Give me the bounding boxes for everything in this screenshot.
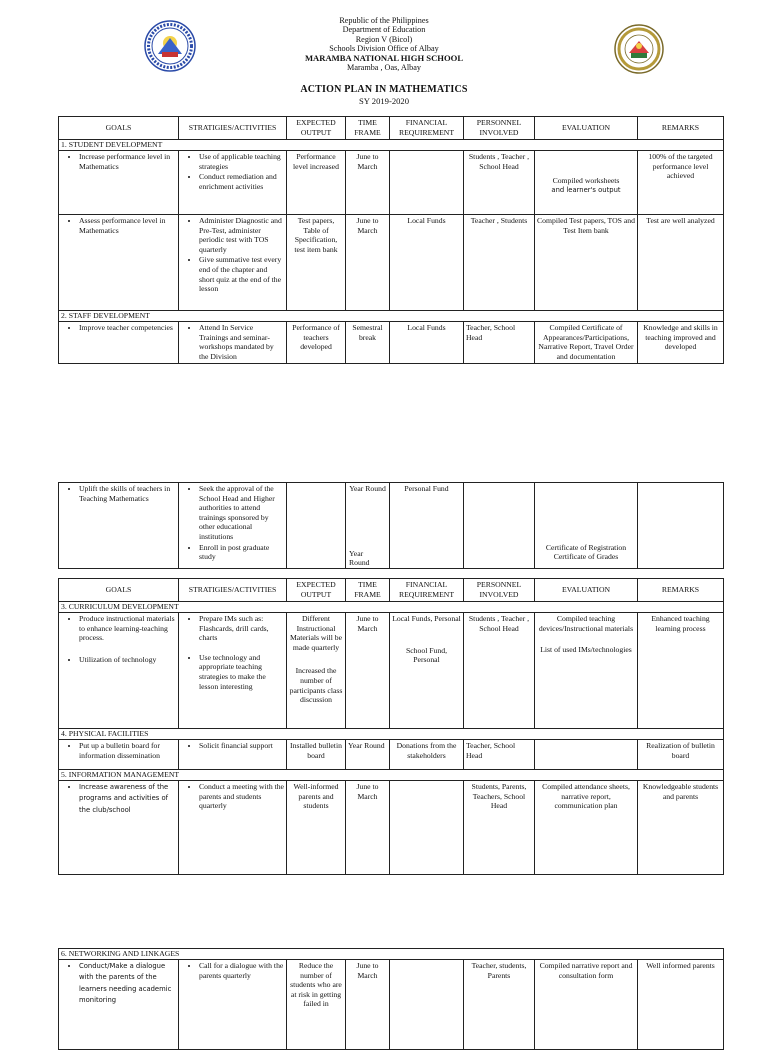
evaluation-text: Compiled teaching devices/Instructional materials: [538, 614, 634, 633]
section-row: [59, 949, 724, 960]
time-cell: [346, 483, 390, 569]
table-header-row: [59, 579, 724, 602]
evaluation-cell: Compiled Test papers, TOS and Test Item bank: [535, 215, 638, 311]
goal-item: • Produce instructional materials to enhance learning-teaching process.: [79, 614, 176, 643]
strategy-item: • Seek the approval of the School Head and Higher authorities to attend trainings sponsored by other educational institutions: [199, 484, 284, 542]
goal-item: • Increase awareness of the programs and activities of the club/school: [79, 782, 176, 816]
table-row: [59, 483, 724, 569]
document-title: ACTION PLAN IN MATHEMATICS: [300, 84, 468, 95]
table-row: [59, 151, 724, 215]
table-row: [59, 215, 724, 311]
action-plan-table-2: [58, 482, 724, 569]
remarks-cell: [638, 483, 724, 569]
strategy-item: • Conduct remediation and enrichment activities: [199, 172, 284, 191]
goal-item: • Improve teacher competencies: [79, 323, 176, 333]
table-row: [59, 613, 724, 729]
time-cell: June to March: [346, 151, 390, 215]
col-personnel-involved: PERSONNEL INVOLVED: [464, 579, 535, 602]
goal-cell: [59, 781, 179, 875]
remarks-cell: Test are well analyzed: [638, 215, 724, 311]
financial-text: Local Funds, Personal: [392, 614, 461, 623]
output-cell: Performance level increased: [287, 151, 346, 215]
col-goals: GOALS: [59, 579, 179, 602]
strategy-item: • Attend In Service Trainings and seminar-workshops mandated by the Division: [199, 323, 284, 361]
table-header-row: [59, 117, 724, 140]
col-expected-output: EXPECTED OUTPUT: [287, 579, 346, 602]
personnel-cell: Teacher , Students: [464, 215, 535, 311]
evaluation-cell: [535, 613, 638, 729]
strategy-item: • Enroll in post graduate study: [199, 543, 284, 562]
division-line: Schools Division Office of Albay: [329, 44, 439, 54]
financial-cell: [390, 960, 464, 1050]
strategy-item: • Solicit financial support: [199, 741, 284, 751]
time-value-1: Year Round: [349, 484, 386, 493]
strategy-cell: [179, 960, 287, 1050]
output-cell: Performance of teachers developed: [287, 322, 346, 364]
remarks-cell: Knowledge and skills in teaching improved and developed: [638, 322, 724, 364]
evaluation-text: Compiled worksheets: [552, 176, 620, 186]
table-row: [59, 781, 724, 875]
goal-item: • Put up a bulletin board for information dissemination: [79, 741, 176, 760]
table-row: [59, 740, 724, 770]
strategy-item: • Use technology and appropriate teaching strategies to make the lesson interesting: [199, 653, 284, 691]
goal-cell: [59, 483, 179, 569]
goal-item: • Uplift the skills of teachers in Teaching Mathematics: [79, 484, 176, 503]
school-year: SY 2019-2020: [358, 96, 410, 106]
time-value-2: Year Round: [349, 548, 370, 568]
col-financial-requirement: FINANCIAL REQUIREMENT: [390, 579, 464, 602]
strategy-cell: [179, 613, 287, 729]
strategy-cell: [179, 483, 287, 569]
time-cell: June to March: [346, 781, 390, 875]
strategy-item: • Prepare IMs such as: Flashcards, drill cards, charts: [199, 614, 284, 643]
evaluation-text: Certificate of Registration Certificate of Grades: [545, 542, 627, 562]
remarks-cell: Realization of bulletin board: [638, 740, 724, 770]
action-plan-table-1: [58, 116, 724, 364]
section-student-development: 1. STUDENT DEVELOPMENT: [59, 140, 724, 151]
strategy-item: • Give summative test every end of the chapter and short quiz at the end of the lesson: [199, 255, 284, 293]
department-line: Department of Education: [342, 25, 426, 35]
section-row: [59, 729, 724, 740]
evaluation-cell: Compiled attendance sheets, narrative report, communication plan: [535, 781, 638, 875]
section-row: [59, 770, 724, 781]
section-curriculum-development: 3. CURRICULUM DEVELOPMENT: [59, 602, 724, 613]
financial-cell: Local Funds: [390, 322, 464, 364]
evaluation-text: List of used IMs/technologies: [540, 645, 632, 655]
strategy-cell: [179, 151, 287, 215]
goal-cell: [59, 215, 179, 311]
time-cell: June to March: [346, 215, 390, 311]
time-cell: Year Round: [346, 740, 390, 770]
financial-cell: [390, 781, 464, 875]
evaluation-cell: Compiled narrative report and consultation form: [535, 960, 638, 1050]
col-evaluation: EVALUATION: [535, 117, 638, 140]
col-evaluation: EVALUATION: [535, 579, 638, 602]
section-row: [59, 311, 724, 322]
goal-item: • Utilization of technology: [79, 655, 176, 665]
output-cell: Well-informed parents and students: [287, 781, 346, 875]
evaluation-handwritten-text: and learner's output: [551, 185, 621, 194]
school-seal-icon: [614, 24, 664, 74]
table-row: [59, 960, 724, 1050]
school-address: Maramba , Oas, Albay: [347, 63, 421, 73]
section-physical-facilities: 4. PHYSICAL FACILITIES: [59, 729, 724, 740]
remarks-cell: Enhanced teaching learning process: [638, 613, 724, 729]
col-remarks: REMARKS: [638, 117, 724, 140]
section-information-management: 5. INFORMATION MANAGEMENT: [59, 770, 724, 781]
personnel-cell: Teacher, students, Parents: [464, 960, 535, 1050]
output-cell: Installed bulletin board: [287, 740, 346, 770]
col-strategies: STRATIGIES/ACTIVITIES: [179, 117, 287, 140]
time-cell: June to March: [346, 960, 390, 1050]
remarks-cell: Knowledgeable students and parents: [638, 781, 724, 875]
output-cell: Test papers, Table of Specification, test item bank: [287, 215, 346, 311]
financial-cell: [390, 613, 464, 729]
personnel-cell: [464, 483, 535, 569]
strategy-cell: [179, 781, 287, 875]
evaluation-cell: [535, 483, 638, 569]
col-remarks: REMARKS: [638, 579, 724, 602]
financial-cell: [390, 151, 464, 215]
col-goals: GOALS: [59, 117, 179, 140]
output-cell: [287, 613, 346, 729]
col-expected-output: EXPECTED OUTPUT: [287, 117, 346, 140]
col-time-frame: TIME FRAME: [346, 579, 390, 602]
strategy-cell: [179, 322, 287, 364]
goal-cell: [59, 960, 179, 1050]
time-cell: Semestral break: [346, 322, 390, 364]
strategy-item: • Conduct a meeting with the parents and students quarterly: [199, 782, 284, 811]
goal-item: • Increase performance level in Mathematics: [79, 152, 176, 171]
col-personnel-involved: PERSONNEL INVOLVED: [464, 117, 535, 140]
evaluation-cell: [535, 151, 638, 215]
goal-item: • Conduct/Make a dialogue with the parents of the learners needing academic monitoring: [79, 961, 176, 1007]
republic-line: Republic of the Philippines: [339, 16, 429, 25]
personnel-cell: Students, Parents, Teachers, School Head: [464, 781, 535, 875]
section-staff-development: 2. STAFF DEVELOPMENT: [59, 311, 724, 322]
personnel-cell: Teacher, School Head: [464, 740, 535, 770]
region-line: Region V (Bicol): [355, 34, 413, 44]
output-text: Different Instructional Materials will be made quarterly: [289, 614, 343, 652]
financial-cell: Donations from the stakeholders: [390, 740, 464, 770]
table-row: [59, 322, 724, 364]
time-cell: June to March: [346, 613, 390, 729]
col-time-frame: TIME FRAME: [346, 117, 390, 140]
remarks-cell: Well informed parents: [638, 960, 724, 1050]
output-cell: Reduce the number of students who are at risk in getting failed in: [287, 960, 346, 1050]
deped-seal-icon: [144, 20, 196, 72]
goal-cell: [59, 613, 179, 729]
remarks-cell: 100% of the targeted performance level achieved: [638, 151, 724, 215]
output-cell: [287, 483, 346, 569]
action-plan-table-4: [58, 948, 724, 1050]
school-name: MARAMBA NATIONAL HIGH SCHOOL: [304, 52, 464, 63]
goal-cell: [59, 740, 179, 770]
strategy-item: • Call for a dialogue with the parents quarterly: [199, 961, 284, 980]
goal-cell: [59, 322, 179, 364]
evaluation-cell: [535, 740, 638, 770]
section-networking-linkages: 6. NETWORKING AND LINKAGES: [59, 949, 724, 960]
output-text: Increased the number of participants class discussion: [289, 666, 343, 705]
financial-cell: Local Funds: [390, 215, 464, 311]
strategy-item: • Use of applicable teaching strategies: [199, 152, 284, 171]
strategy-cell: [179, 215, 287, 311]
financial-cell: Personal Fund: [390, 483, 464, 569]
personnel-cell: Students , Teacher , School Head: [464, 151, 535, 215]
personnel-cell: Teacher, School Head: [464, 322, 535, 364]
evaluation-cell: Compiled Certificate of Appearances/Participations, Narrative Report, Travel Order and documentation: [535, 322, 638, 364]
action-plan-table-3: [58, 578, 724, 875]
goal-item: • Assess performance level in Mathematics: [79, 216, 176, 235]
strategy-item: • Administer Diagnostic and Pre-Test, administer periodic test with TOS quarterly: [199, 216, 284, 254]
strategy-cell: [179, 740, 287, 770]
section-row: [59, 140, 724, 151]
financial-text: School Fund, Personal: [405, 645, 447, 665]
col-financial-requirement: FINANCIAL REQUIREMENT: [390, 117, 464, 140]
section-row: [59, 602, 724, 613]
col-strategies: STRATIGIES/ACTIVITIES: [179, 579, 287, 602]
goal-cell: [59, 151, 179, 215]
personnel-cell: Students , Teacher , School Head: [464, 613, 535, 729]
